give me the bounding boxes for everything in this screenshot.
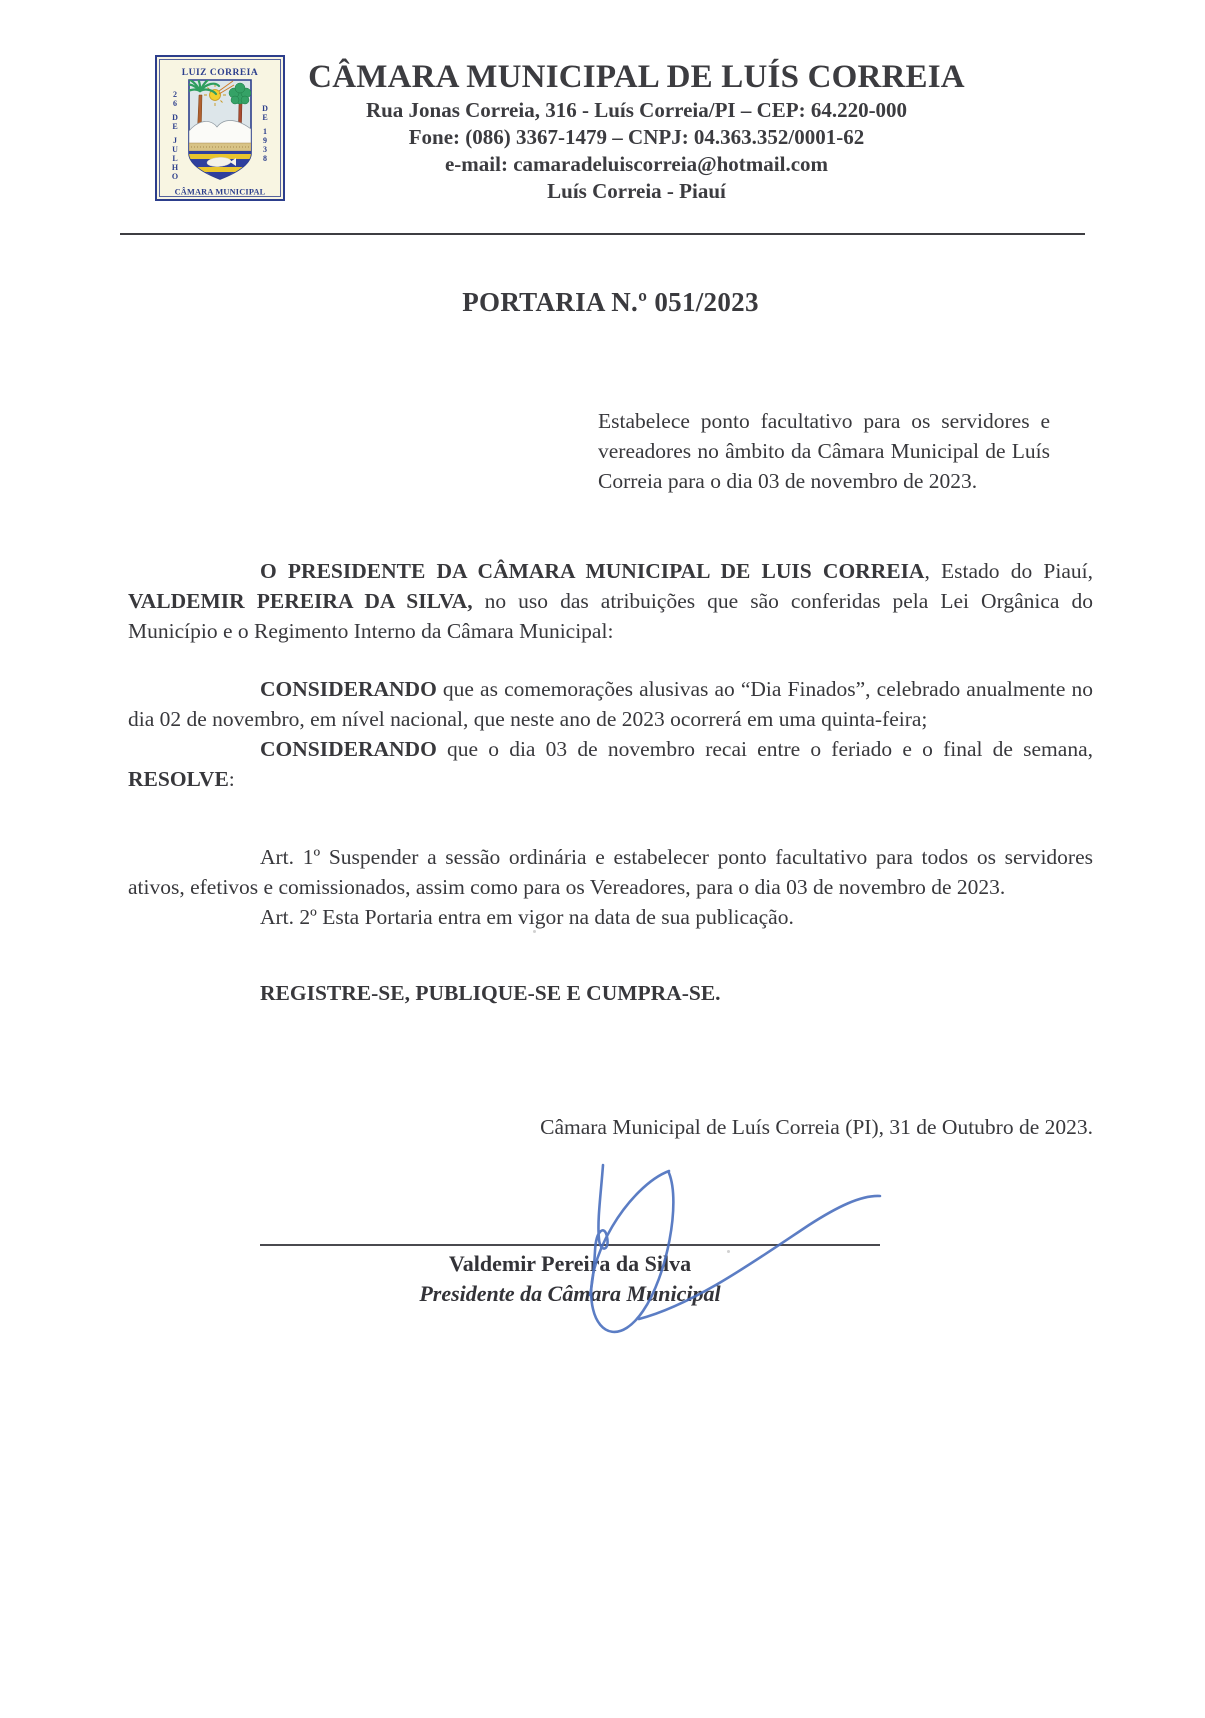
org-phone-cnpj: Fone: (086) 3367-1479 – CNPJ: 04.363.352/0001-62 <box>408 125 865 149</box>
signatory-name: Valdemir Pereira da Silva <box>448 1251 692 1276</box>
order-line: REGISTRE-SE, PUBLIQUE-SE E CUMPRA-SE. <box>260 981 721 1005</box>
sand-band <box>189 143 251 151</box>
coat-of-arms-logo <box>155 55 285 201</box>
org-name: CÂMARA MUNICIPAL DE LUÍS CORREIA <box>308 59 965 95</box>
scan-speckle <box>533 930 536 933</box>
logo-right-text: D E 1 9 3 8 <box>262 104 268 163</box>
dunes-icon <box>189 121 251 146</box>
bold-run: O PRESIDENTE DA CÂMARA MUNICIPAL DE LUIS CORREIA <box>260 559 925 583</box>
letterhead <box>128 55 1093 205</box>
letterhead-text <box>285 55 988 205</box>
text-run: que as comemorações alusivas ao “Dia Finados”, celebrado anualmente no dia 02 de novembro, em nível nacional, que neste ano de 2023 ocorrerá em uma quinta-feira; <box>128 677 1093 731</box>
text-run: no uso das atribuições que são conferidas pela Lei Orgânica do Município e o Regimento Interno da Câmara Municipal: <box>128 589 1093 643</box>
bold-run: CONSIDERANDO <box>260 677 437 701</box>
text-run: , Estado do Piauí, <box>924 559 1093 583</box>
org-address: Rua Jonas Correia, 316 - Luís Correia/PI – CEP: 64.220-000 <box>365 98 908 122</box>
article-2-paragraph: Art. 2º Esta Portaria entra em vigor na data de sua publicação. <box>260 905 794 929</box>
bold-run: RESOLVE <box>128 767 229 791</box>
signature-line <box>260 1244 880 1246</box>
article-1-paragraph: Art. 1º Suspender a sessão ordinária e estabelecer ponto facultativo para todos os servidores ativos, efetivos e comissionados, assim como para os Vereadores, para o dia 03 de novembro de 2023. <box>128 845 1093 899</box>
considerando-1-paragraph <box>128 674 1093 734</box>
text-run: : <box>228 767 235 791</box>
signature-block <box>260 1244 880 1309</box>
logo-left-text: 2 6 D E J U L H O <box>171 90 179 181</box>
logo-top-text: LUIZ CORREIA <box>181 68 259 78</box>
org-city-state: Luís Correia - Piauí <box>547 179 726 203</box>
bold-run: VALDEMIR PEREIRA DA SILVA, <box>128 589 473 613</box>
signatory-role: Presidente da Câmara Municipal <box>419 1281 721 1306</box>
ementa-summary: Estabelece ponto facultativo para os servidores e vereadores no âmbito da Câmara Municipal de Luís Correia para o dia 03 de novembro de 2023. <box>598 409 1050 493</box>
camara-logo-icon <box>155 55 285 201</box>
document-title: PORTARIA N.º 051/2023 <box>462 287 759 317</box>
bold-run: CONSIDERANDO <box>260 737 437 761</box>
text-run: que o dia 03 de novembro recai entre o feriado e o final de semana, <box>436 737 1093 761</box>
org-email: e-mail: camaradeluiscorreia@hotmail.com <box>444 152 829 176</box>
preamble-paragraph <box>128 556 1093 646</box>
logo-bottom-text: CÂMARA MUNICIPAL <box>174 187 266 197</box>
scan-speckle <box>727 1250 730 1253</box>
document-body <box>128 287 1093 1309</box>
considerando-2-paragraph <box>128 734 1093 794</box>
letterhead-divider <box>120 233 1085 235</box>
dateline: Câmara Municipal de Luís Correia (PI), 31 de Outubro de 2023. <box>540 1115 1093 1139</box>
